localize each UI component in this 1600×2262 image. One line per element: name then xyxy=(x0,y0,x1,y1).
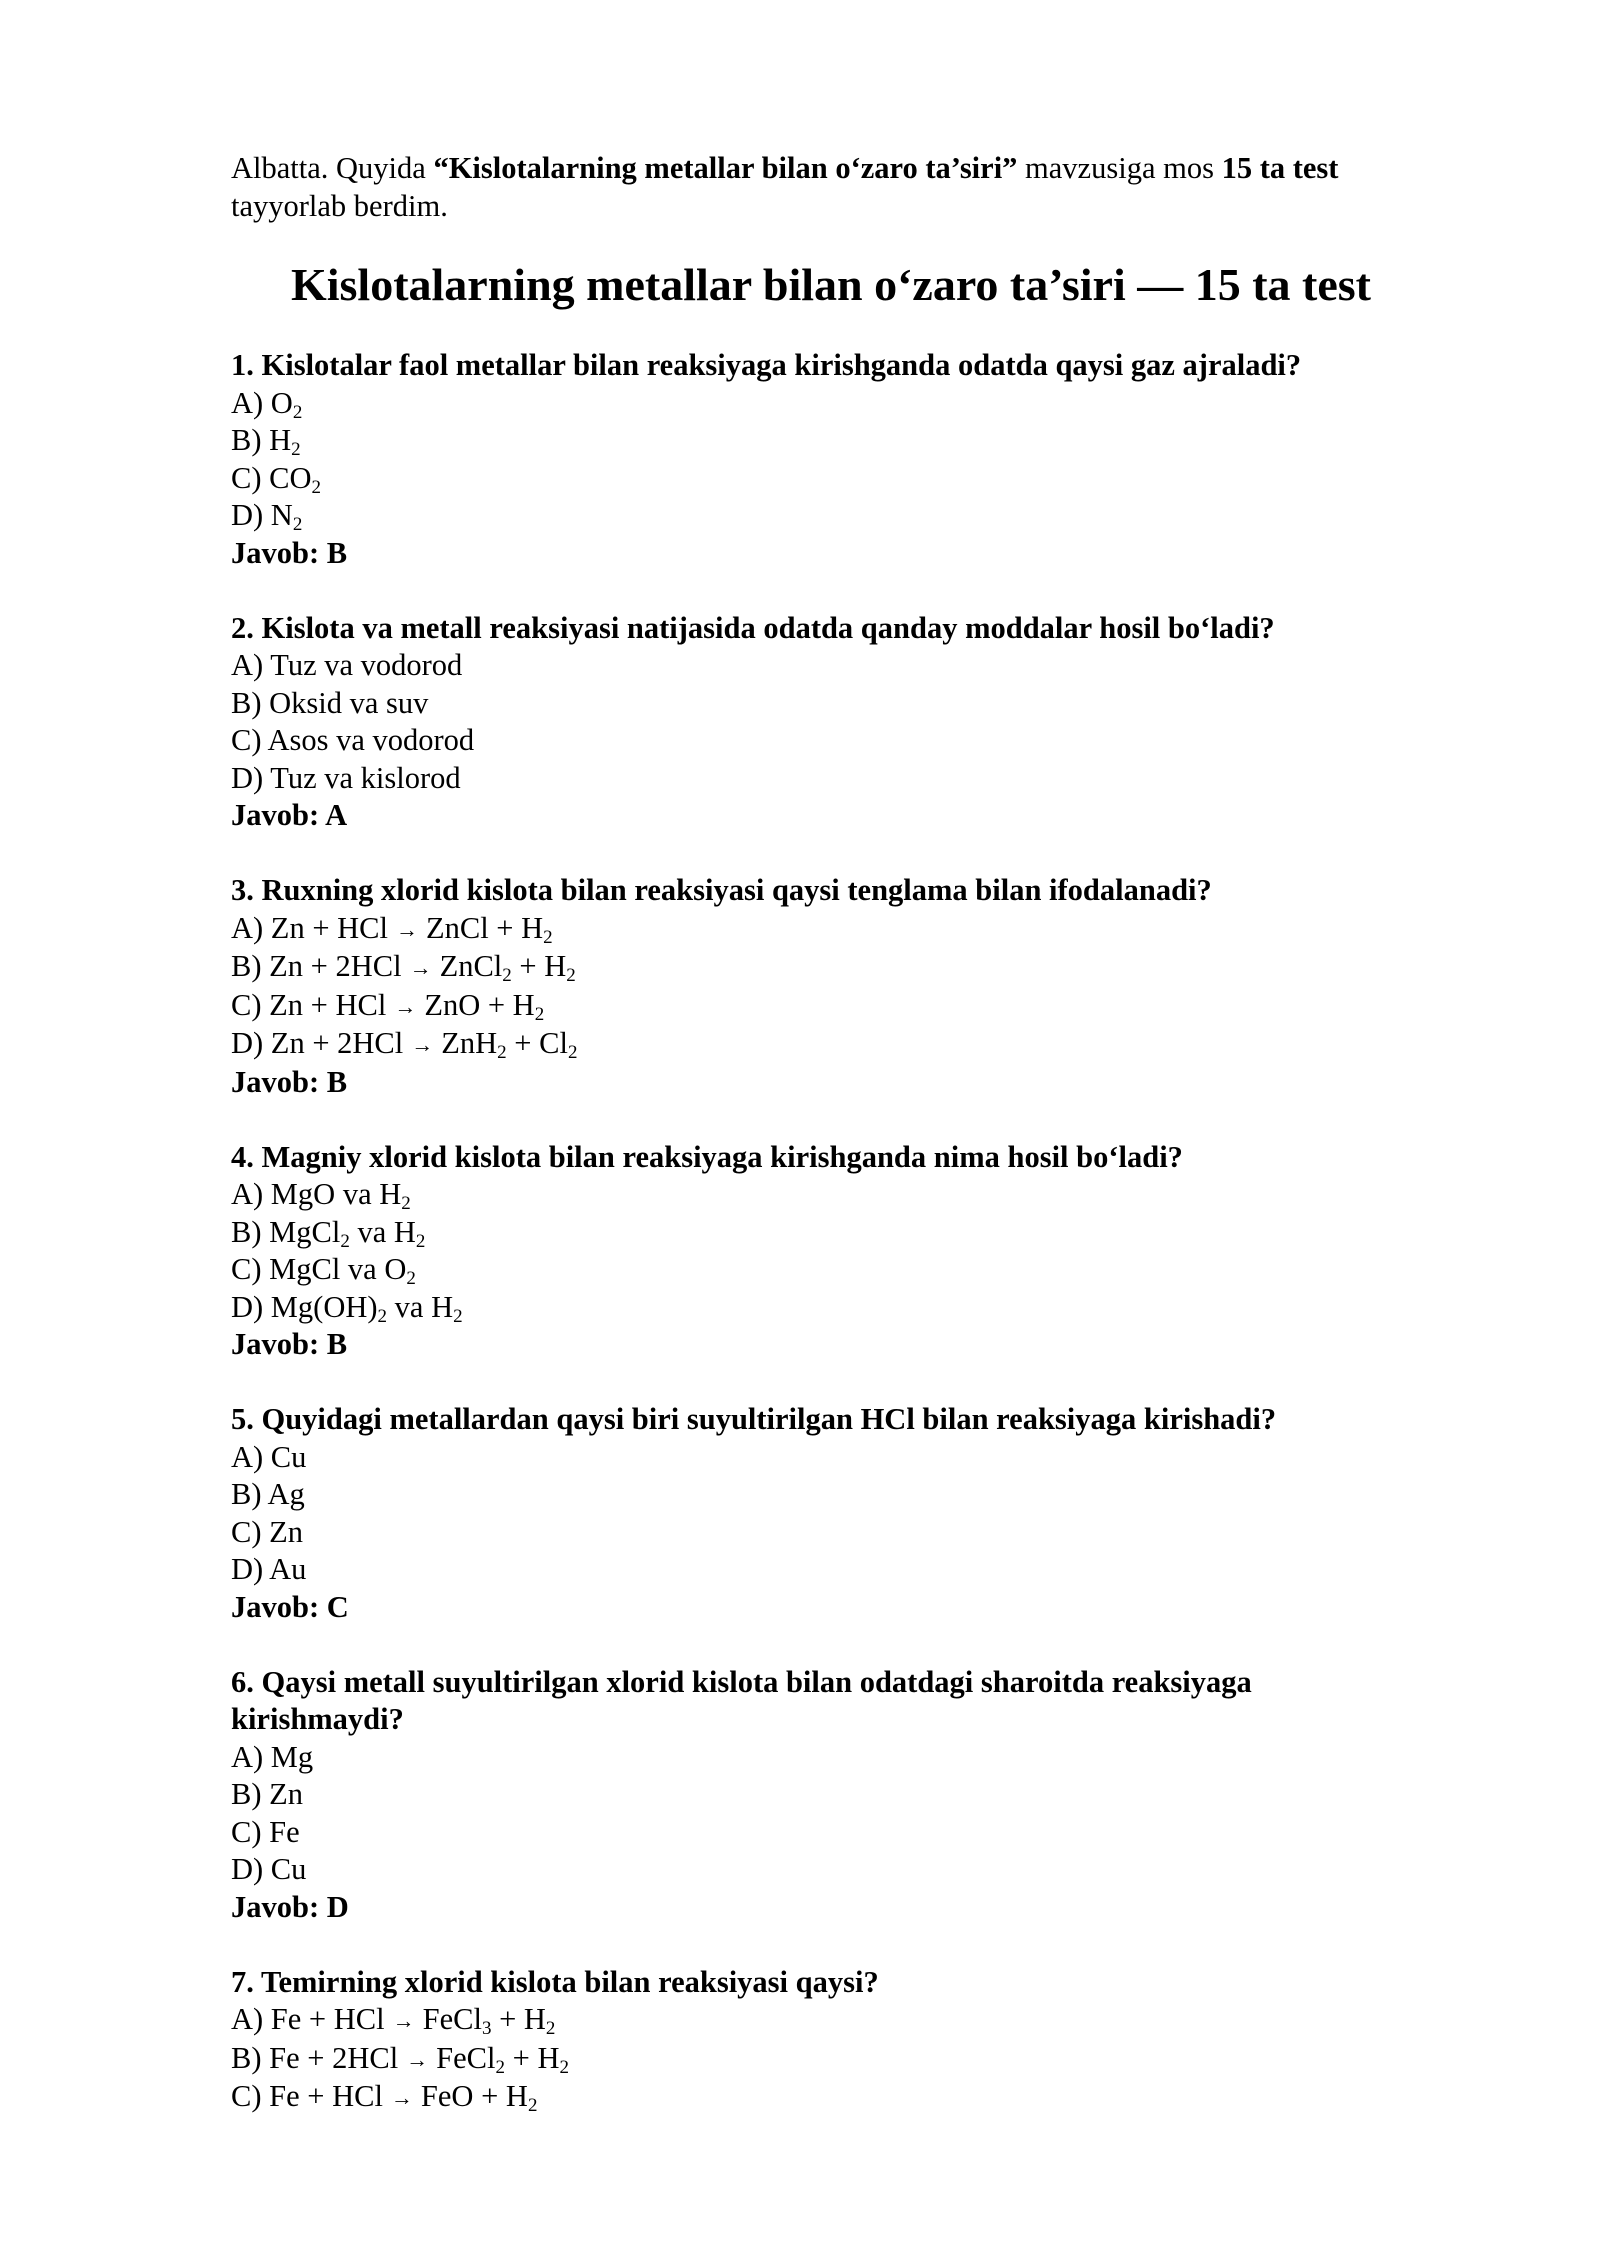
answer-letter: B xyxy=(326,535,348,570)
answer-option xyxy=(231,1514,1431,1552)
option-text: A) O xyxy=(231,385,293,420)
question-list xyxy=(231,347,1431,2117)
option-text: D) Zn + 2HCl xyxy=(231,1026,404,1060)
answer-label: Javob: xyxy=(231,1327,327,1361)
answer-option xyxy=(231,760,1431,798)
subscript: 2 xyxy=(291,439,301,460)
reaction-arrow-icon: → xyxy=(392,2008,415,2033)
subscript: 2 xyxy=(545,2018,556,2039)
answer-option xyxy=(231,1439,1431,1477)
option-text: A) Tuz va vodorod xyxy=(231,648,463,682)
answer-key xyxy=(231,1064,1431,1102)
question-block xyxy=(231,872,1431,1101)
option-text: B) Ag xyxy=(231,1477,305,1511)
document-page xyxy=(231,150,1431,2154)
question-block xyxy=(231,1139,1431,1364)
answer-option xyxy=(231,1251,1431,1289)
option-text: B) MgCl xyxy=(231,1214,341,1249)
subscript: 2 xyxy=(406,1268,416,1289)
option-text: C) Zn xyxy=(231,1514,304,1549)
answer-option xyxy=(231,460,1431,498)
answer-option xyxy=(231,1025,1431,1064)
answer-label: Javob: xyxy=(231,1064,327,1099)
answer-option xyxy=(231,422,1431,460)
subscript: 2 xyxy=(340,1230,350,1252)
subscript: 2 xyxy=(377,1305,388,1327)
answer-label: Javob: xyxy=(231,798,326,832)
subscript: 2 xyxy=(311,476,321,498)
answer-letter: B xyxy=(326,1327,348,1361)
subscript: 2 xyxy=(527,2095,538,2116)
question-text: 1. Kislotalar faol metallar bilan reaksiyaga kirishganda odatda qaysi gaz ajraladi? xyxy=(231,348,1302,382)
option-text: B) Fe + 2HCl xyxy=(231,2040,399,2075)
intro-mid: mavzusiga mos xyxy=(1017,151,1222,185)
option-text: FeCl xyxy=(422,2002,482,2036)
answer-option xyxy=(231,647,1431,685)
option-text: FeCl xyxy=(436,2040,496,2075)
intro-count: 15 ta test xyxy=(1221,151,1339,185)
reaction-arrow-icon: → xyxy=(411,1032,434,1057)
answer-option xyxy=(231,2078,1431,2117)
subscript: 2 xyxy=(543,926,553,948)
reaction-arrow-icon: → xyxy=(394,993,417,1019)
answer-option xyxy=(231,1176,1431,1214)
option-text: ZnO + H xyxy=(424,987,535,1022)
subscript: 2 xyxy=(534,1003,545,1025)
option-text: ZnCl xyxy=(439,949,503,983)
answer-option xyxy=(231,685,1431,723)
option-text: C) Fe + HCl xyxy=(231,2079,383,2113)
answer-key xyxy=(231,535,1431,573)
option-text: + H xyxy=(511,949,567,983)
answer-option xyxy=(231,1851,1431,1889)
subscript: 2 xyxy=(292,514,303,535)
option-text: va H xyxy=(387,1289,454,1324)
subscript: 2 xyxy=(495,2056,505,2078)
option-text: B) H xyxy=(231,423,292,457)
question-text: 4. Magniy xlorid kislota bilan reaksiyaga kirishganda nima hosil bo‘ladi? xyxy=(231,1139,1183,1174)
option-text: D) Cu xyxy=(231,1852,307,1886)
option-text: C) Asos va vodorod xyxy=(231,723,475,757)
subscript: 2 xyxy=(401,1193,411,1214)
intro-paragraph xyxy=(231,150,1431,225)
option-text: C) CO xyxy=(231,460,312,495)
question-block xyxy=(231,610,1431,835)
answer-option xyxy=(231,1476,1431,1514)
question-block xyxy=(231,1964,1431,2117)
question-text: 3. Ruxning xlorid kislota bilan reaksiyasi qaysi tenglama bilan ifodalanadi? xyxy=(231,873,1212,907)
option-text: C) Fe xyxy=(231,1814,300,1849)
subscript: 2 xyxy=(502,965,512,986)
answer-letter: C xyxy=(326,1589,349,1624)
question-text: 2. Kislota va metall reaksiyasi natijasida odatda qanday moddalar hosil bo‘ladi? xyxy=(231,610,1275,645)
answer-option xyxy=(231,1289,1431,1327)
option-text: D) Au xyxy=(231,1552,307,1586)
option-text: C) MgCl va O xyxy=(231,1252,407,1286)
answer-option xyxy=(231,910,1431,949)
answer-option xyxy=(231,1739,1431,1777)
answer-option xyxy=(231,1551,1431,1589)
option-text: A) MgO va H xyxy=(231,1177,402,1211)
question-text: 7. Temirning xlorid kislota bilan reaksiyasi qaysi? xyxy=(231,1964,879,1999)
answer-option xyxy=(231,2001,1431,2040)
reaction-arrow-icon: → xyxy=(390,2085,413,2110)
option-text: B) Oksid va suv xyxy=(231,685,429,720)
reaction-arrow-icon: → xyxy=(406,2046,429,2072)
option-text: A) Mg xyxy=(231,1739,314,1774)
subscript: 2 xyxy=(559,2056,569,2078)
question-block xyxy=(231,1664,1431,1927)
answer-letter: D xyxy=(326,1889,349,1924)
subscript: 3 xyxy=(481,2018,492,2039)
question-text: 6. Qaysi metall suyultirilgan xlorid kislota bilan odatdagi sharoitda reaksiyaga kirishmaydi? xyxy=(231,1664,1252,1736)
answer-option xyxy=(231,1776,1431,1814)
answer-option xyxy=(231,948,1431,987)
option-text: ZnCl + H xyxy=(425,910,544,945)
option-text: D) Mg(OH) xyxy=(231,1289,378,1324)
option-text: B) Zn xyxy=(231,1777,304,1811)
option-text: B) Zn + 2HCl xyxy=(231,949,402,983)
answer-letter: B xyxy=(326,1064,348,1099)
intro-post: tayyorlab berdim. xyxy=(231,188,448,223)
option-text: D) N xyxy=(231,498,293,532)
intro-topic: “Kislotalarning metallar bilan o‘zaro ta’siri” xyxy=(433,151,1018,185)
intro-pre: Albatta. Quyida xyxy=(231,151,434,185)
option-text: + H xyxy=(505,2040,560,2075)
answer-key xyxy=(231,1326,1431,1364)
document-title: Kislotalarning metallar bilan o‘zaro ta’siri — 15 ta test xyxy=(290,259,1372,310)
answer-label: Javob: xyxy=(231,1889,327,1924)
answer-key xyxy=(231,797,1431,835)
reaction-arrow-icon: → xyxy=(409,955,432,980)
answer-option xyxy=(231,722,1431,760)
answer-key xyxy=(231,1589,1431,1627)
answer-option xyxy=(231,987,1431,1026)
option-text: A) Zn + HCl xyxy=(231,910,388,945)
question-block xyxy=(231,1401,1431,1626)
answer-option xyxy=(231,385,1431,423)
subscript: 2 xyxy=(415,1230,426,1252)
subscript: 2 xyxy=(292,401,303,423)
answer-label: Javob: xyxy=(231,1589,327,1624)
answer-key xyxy=(231,1889,1431,1927)
answer-letter: A xyxy=(325,798,348,832)
option-text: + Cl xyxy=(506,1026,568,1060)
option-text: va H xyxy=(349,1214,416,1249)
answer-option xyxy=(231,2040,1431,2079)
question-text: 5. Quyidagi metallardan qaysi biri suyultirilgan HCl bilan reaksiyaga kirishadi? xyxy=(231,1402,1277,1436)
option-text: D) Tuz va kislorod xyxy=(231,760,461,795)
question-block xyxy=(231,347,1431,572)
subscript: 2 xyxy=(566,965,576,986)
subscript: 2 xyxy=(497,1042,507,1063)
subscript: 2 xyxy=(453,1305,463,1327)
answer-option xyxy=(231,1814,1431,1852)
option-text: FeO + H xyxy=(420,2079,528,2113)
option-text: + H xyxy=(491,2002,546,2036)
answer-option xyxy=(231,1214,1431,1252)
answer-option xyxy=(231,497,1431,535)
answer-label: Javob: xyxy=(231,535,327,570)
option-text: A) Fe + HCl xyxy=(231,2002,385,2036)
option-text: C) Zn + HCl xyxy=(231,987,387,1022)
reaction-arrow-icon: → xyxy=(395,916,418,942)
subscript: 2 xyxy=(567,1042,578,1063)
option-text: ZnH xyxy=(441,1026,498,1060)
option-text: A) Cu xyxy=(231,1439,307,1474)
